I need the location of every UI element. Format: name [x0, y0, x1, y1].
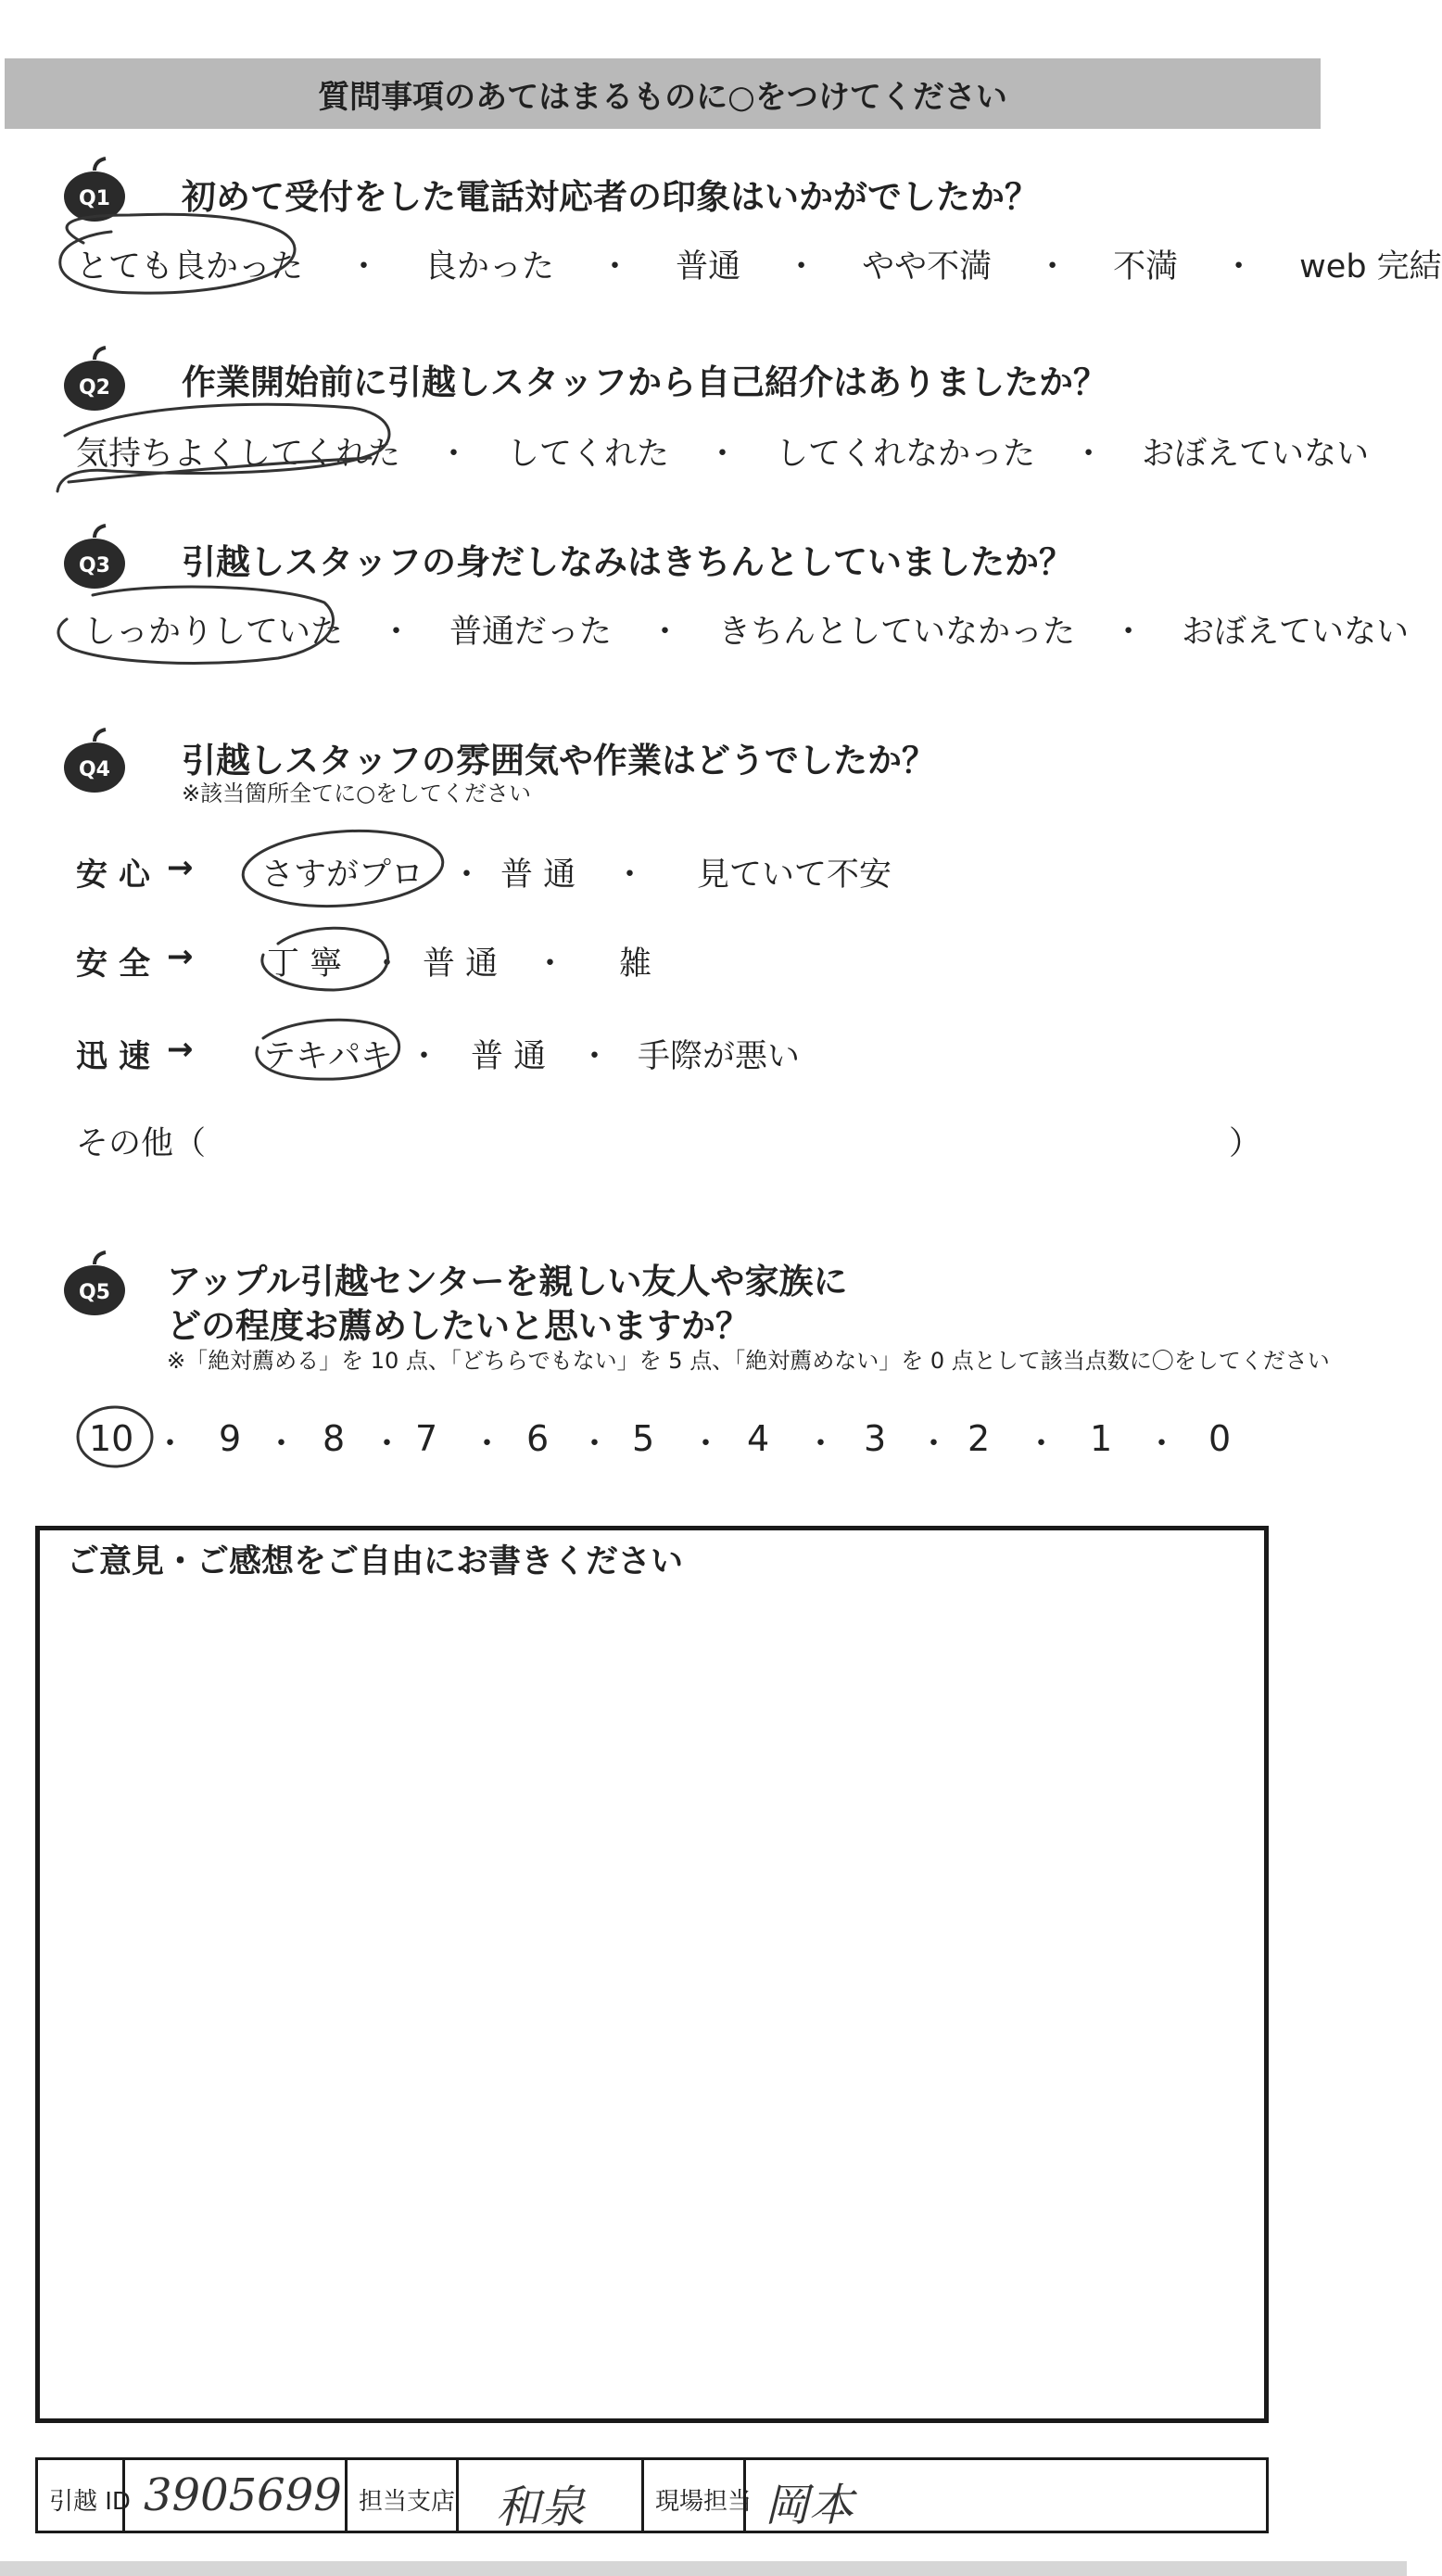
q3-badge-label: Q3: [78, 554, 111, 577]
comments-title: ご意見・ご感想をご自由にお書きください: [67, 1543, 684, 1580]
q4-title: 引越しスタッフの雰囲気や作業はどうでしたか？: [182, 741, 936, 780]
q1-option-4[interactable]: やや不満: [862, 248, 993, 286]
q3-option-4[interactable]: おぼえていない: [1182, 614, 1410, 651]
header-bar: [5, 58, 1321, 129]
q2-option-4[interactable]: おぼえていない: [1142, 436, 1370, 473]
q4-row1-arrow: →: [167, 849, 194, 886]
footer-table: [35, 2457, 1269, 2533]
q2-option-3[interactable]: してくれなかった: [776, 436, 1036, 473]
q3-options: しっかりしていた ・ 普通だった ・ きちんとしていなかった ・ おぼえていない: [83, 606, 1409, 653]
q3-option-3[interactable]: きちんとしていなかった: [718, 614, 1076, 651]
q1-title: 初めて受付をした電話対応者の印象はいかがでしたか？: [182, 177, 1039, 217]
q4-row1-label: 安心: [76, 857, 161, 894]
q5-score-9[interactable]: 9: [219, 1418, 242, 1459]
q5-title-line1: アップル引越センターを親しい友人や家族に: [167, 1262, 848, 1301]
q2-badge-icon: [61, 345, 128, 412]
q4-other-label: その他（: [76, 1125, 207, 1162]
q2-options: 気持ちよくしてくれた ・ してくれた ・ してくれなかった ・ おぼえていない: [76, 428, 1369, 475]
footer-staff-value: 岡本: [765, 2480, 854, 2532]
footer-branch-value-cell[interactable]: [459, 2460, 644, 2531]
q4-row3-option-3[interactable]: 手際が悪い: [638, 1038, 801, 1075]
footer-staff-label: 現場担当: [655, 2488, 753, 2516]
footer-id-value-cell[interactable]: [125, 2460, 348, 2531]
q2-badge-label: Q2: [78, 376, 111, 400]
q4-badge-label: Q4: [78, 758, 111, 781]
q1-option-6[interactable]: web 完結: [1299, 248, 1442, 286]
q5-score-2[interactable]: 2: [968, 1418, 991, 1459]
q4-row2-option-3[interactable]: 雑: [619, 945, 652, 983]
q4-row2-arrow: →: [167, 938, 194, 975]
q5-score-3[interactable]: 3: [864, 1418, 887, 1459]
q4-row2-label: 安全: [76, 945, 161, 983]
footer-staff-value-cell[interactable]: [746, 2460, 1266, 2531]
q4-row1-option-1[interactable]: さすがプロ: [261, 857, 424, 894]
q4-row2-option-2[interactable]: 普 通: [423, 945, 499, 983]
q4-row2-option-1[interactable]: 丁 寧: [267, 945, 343, 983]
q1-option-2[interactable]: 良かった: [424, 248, 555, 286]
q4-row3-option-2[interactable]: 普 通: [471, 1038, 547, 1075]
q4-other-close: ）: [1229, 1125, 1262, 1162]
footer-branch-label: 担当支店: [359, 2488, 456, 2516]
scan-edge-shadow: [0, 2561, 1407, 2576]
footer-id-label-cell: [38, 2460, 131, 2531]
footer-id-label: 引越 ID: [49, 2488, 131, 2516]
footer-branch-value: 和泉: [496, 2481, 586, 2533]
q3-option-2[interactable]: 普通だった: [449, 614, 613, 651]
q1-option-5[interactable]: 不満: [1113, 248, 1179, 286]
q4-row3-label: 迅速: [76, 1038, 161, 1075]
q5-badge-label: Q5: [78, 1281, 111, 1304]
q4-row1-option-3[interactable]: 見ていて不安: [697, 857, 892, 894]
header-title: 質問事項のあてはまるものに○をつけてください: [318, 78, 1007, 116]
q4-row3-option-1[interactable]: テキパキ: [263, 1038, 394, 1075]
q5-score-4[interactable]: 4: [747, 1418, 770, 1459]
q5-score-10[interactable]: 10: [89, 1418, 134, 1459]
q4-row1-option-2[interactable]: 普 通: [500, 857, 576, 894]
footer-branch-label-cell: [348, 2460, 459, 2531]
q2-title: 作業開始前に引越しスタッフから自己紹介はありましたか？: [182, 362, 1107, 402]
q5-note: ※「絶対薦める」を 10 点、「どちらでもない」を 5 点、「絶対薦めない」を 0 点として該当点数に〇をしてください: [167, 1348, 1330, 1374]
q1-option-3[interactable]: 普通: [676, 248, 741, 286]
q5-score-6[interactable]: 6: [526, 1418, 550, 1459]
q5-score-1[interactable]: 1: [1090, 1418, 1113, 1459]
q5-score-7[interactable]: 7: [415, 1418, 438, 1459]
q5-score-5[interactable]: 5: [632, 1418, 655, 1459]
footer-staff-label-cell: [644, 2460, 753, 2531]
q4-row3-arrow: →: [167, 1031, 194, 1068]
q1-option-1[interactable]: とても良かった: [76, 248, 304, 286]
q3-badge-icon: [61, 523, 128, 590]
q2-option-2[interactable]: してくれた: [507, 436, 670, 473]
q1-badge-icon: [61, 156, 128, 222]
q4-note: ※該当箇所全てに○をしてください: [182, 780, 532, 806]
q1-badge-label: Q1: [78, 187, 111, 210]
q5-title-line2: どの程度お薦めしたいと思いますか？: [167, 1306, 750, 1346]
q3-option-1[interactable]: しっかりしていた: [83, 614, 344, 651]
q5-badge-icon: [61, 1250, 128, 1316]
comments-box[interactable]: [35, 1526, 1269, 2423]
q5-score-0[interactable]: 0: [1208, 1418, 1232, 1459]
q4-badge-icon: [61, 727, 128, 793]
q4-other-field[interactable]: [232, 1118, 1205, 1162]
q2-option-1[interactable]: 気持ちよくしてくれた: [76, 436, 401, 473]
footer-id-value: 3905699: [144, 2469, 342, 2521]
q1-options: とても良かった ・ 良かった ・ 普通 ・ やや不満 ・ 不満 ・ web 完結: [76, 241, 1442, 287]
q5-score-8[interactable]: 8: [323, 1418, 346, 1459]
q3-title: 引越しスタッフの身だしなみはきちんとしていましたか？: [182, 542, 1073, 582]
